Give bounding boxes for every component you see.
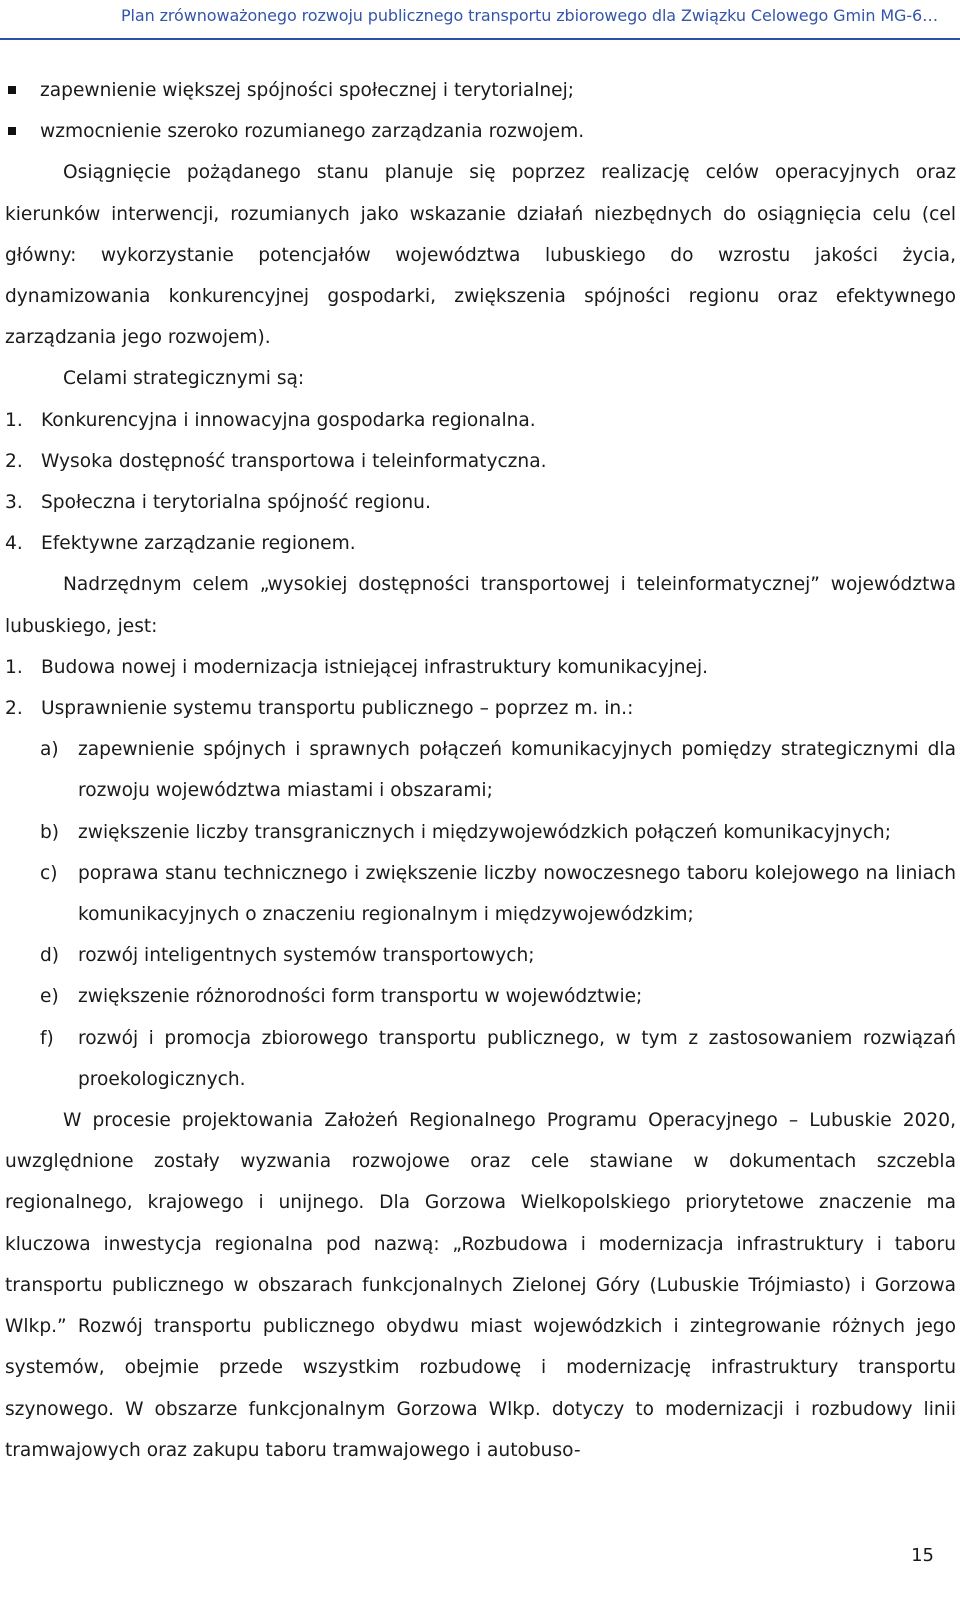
strategic-goal-item: [5, 441, 956, 482]
item-number: 3.: [5, 492, 23, 514]
sub-item: [5, 976, 956, 1017]
item-text: poprawa stanu technicznego i zwiększenie liczby nowoczesnego taboru kolejowego na liniach komunikacyjnych o znaczeniu regionalnym i międzywojewódzkim;: [78, 862, 956, 926]
bullet-item: zapewnienie większej spójności społecznej i terytorialnej;: [5, 70, 956, 111]
item-text: zwiększenie liczby transgranicznych i międzywojewódzkich połączeń komunikacyjnych;: [78, 821, 891, 843]
sub-item: [5, 729, 956, 811]
sub-item: [5, 812, 956, 853]
item-text: Społeczna i terytorialna spójność regionu.: [41, 492, 431, 514]
item-letter: c): [40, 862, 58, 884]
page-content: [5, 70, 956, 1471]
item-number: 4.: [5, 533, 23, 555]
strategic-goal-item: [5, 523, 956, 564]
strategic-goals-intro: Celami strategicznymi są:: [63, 368, 305, 390]
main-goal-item: [5, 688, 956, 729]
sub-items-list: [5, 729, 956, 1100]
item-text: Efektywne zarządzanie regionem.: [41, 533, 356, 555]
header-rule: [0, 38, 960, 40]
sub-item: [5, 853, 956, 935]
item-letter: a): [40, 739, 59, 761]
strategic-goal-item: [5, 400, 956, 441]
item-letter: f): [40, 1027, 54, 1049]
page-number: 15: [911, 1545, 934, 1566]
item-text: Budowa nowej i modernizacja istniejącej infrastruktury komunikacyjnej.: [41, 656, 709, 678]
paragraph-rpo: W procesie projektowania Założeń Regionalnego Programu Operacyjnego – Lubuskie 2020, uwzględnione zostały wyzwania rozwojowe oraz cele stawiane w dokumentach szczebla regionalnego, krajowego i unijnego. Dla Gorzowa Wielkopolskiego priorytetowe znaczenie ma kluczowa inwestycja regionalna pod nazwą: „Rozbudowa i modernizacja infrastruktury i taboru transportu publicznego w obszarach funkcjonalnych Zielonej Góry (Lubuskie Trójmiasto) i Gorzowa Wlkp.” Rozwój transportu publicznego obydwu miast wojewódzkich i zintegrowanie różnych jego systemów, obejmie przede wszystkim rozbudowę i modernizację infrastruktury transportu szynowego. W obszarze funkcjonalnym Gorzowa Wlkp. dotyczy to modernizacji i rozbudowy linii tramwajowych oraz zakupu taboru tramwajowego i autobuso-: [5, 1110, 956, 1461]
item-text: Wysoka dostępność transportowa i teleinformatyczna.: [41, 450, 547, 472]
item-number: 1.: [5, 656, 23, 678]
item-text: zapewnienie spójnych i sprawnych połączeń komunikacyjnych pomiędzy strategicznymi dla rozwoju województwa miastami i obszarami;: [78, 739, 956, 802]
main-goal-item: [5, 647, 956, 688]
item-letter: e): [40, 986, 59, 1008]
bullet-item: wzmocnienie szeroko rozumianego zarządzania rozwojem.: [5, 111, 956, 152]
item-text: Konkurencyjna i innowacyjna gospodarka regionalna.: [41, 409, 536, 431]
strategic-goal-item: [5, 482, 956, 523]
item-text: rozwój i promocja zbiorowego transportu publicznego, w tym z zastosowaniem rozwiązań proekologicznych.: [78, 1027, 956, 1090]
page-header: [0, 0, 960, 40]
paragraph-objectives: Osiągnięcie pożądanego stanu planuje się poprzez realizację celów operacyjnych oraz kierunków interwencji, rozumianych jako wskazanie działań niezbędnych do osiągnięcia celu (cel główny: wykorzystanie potencjałów województwa lubuskiego do wzrostu jakości życia, dynamizowania konkurencyjnej gospodarki, zwiększenia spójności regionu oraz efektywnego zarządzania jego rozwojem).: [5, 162, 956, 349]
item-text: rozwój inteligentnych systemów transportowych;: [78, 945, 535, 967]
item-number: 1.: [5, 409, 23, 431]
main-goals-list: [5, 647, 956, 729]
item-letter: b): [40, 821, 60, 843]
item-number: 2.: [5, 698, 23, 720]
strategic-goals-list: [5, 400, 956, 565]
paragraph-main-goal: Nadrzędnym celem „wysokiej dostępności transportowej i teleinformatycznej” województwa lubuskiego, jest:: [5, 574, 956, 637]
bullet-list: [5, 70, 956, 152]
item-text: zwiększenie różnorodności form transportu w województwie;: [78, 986, 643, 1008]
item-text: Usprawnienie systemu transportu publicznego – poprzez m. in.:: [41, 698, 634, 720]
sub-item: [5, 1018, 956, 1100]
sub-item: [5, 935, 956, 976]
item-number: 2.: [5, 450, 23, 472]
item-letter: d): [40, 945, 60, 967]
header-title: Plan zrównoważonego rozwoju publicznego transportu zbiorowego dla Związku Celowego Gmin MG-6…: [121, 6, 938, 25]
